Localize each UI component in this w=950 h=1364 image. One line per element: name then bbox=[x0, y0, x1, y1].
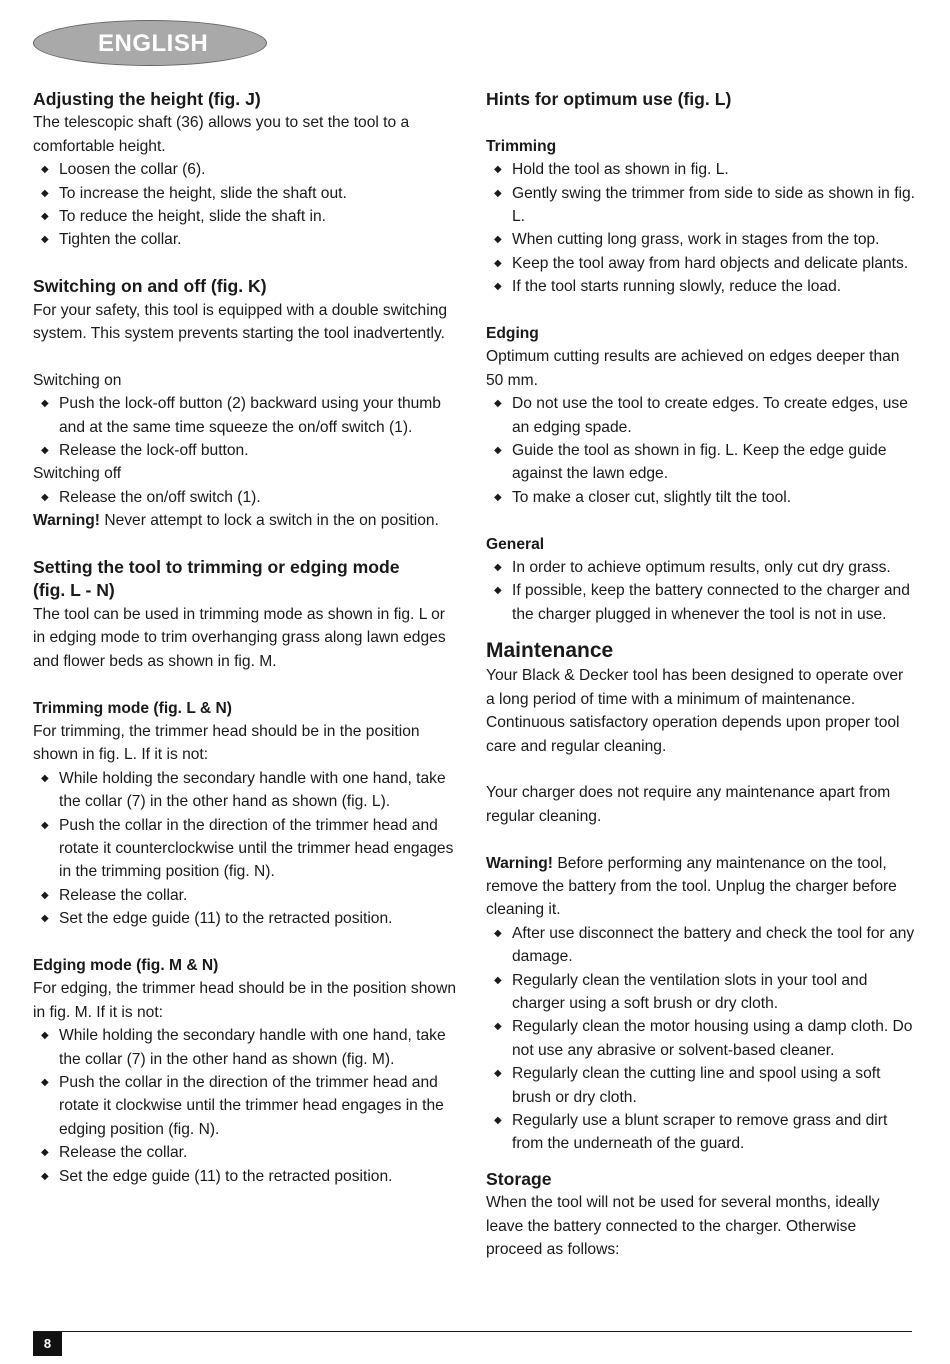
list-item: ◆ Loosen the collar (6). bbox=[33, 158, 461, 181]
list-item: ◆ Regularly use a blunt scraper to remove grass and dirt from the underneath of the guard. bbox=[486, 1109, 916, 1156]
edging-mode-list bbox=[33, 1024, 461, 1188]
list-item: ◆ Push the lock-off button (2) backward using your thumb and at the same time squeeze the on/off switch (1). bbox=[33, 392, 461, 439]
storage-text: When the tool will not be used for several months, ideally leave the battery connected to the charger. Otherwise proceed as follows: bbox=[486, 1194, 880, 1259]
list-item: ◆ To reduce the height, slide the shaft in. bbox=[33, 205, 461, 228]
list-item: ◆ Guide the tool as shown in fig. L. Keep the edge guide against the lawn edge. bbox=[486, 439, 916, 486]
edging-heading: Edging bbox=[486, 325, 539, 343]
general-heading: General bbox=[486, 535, 545, 553]
maintenance-paragraph-2: Your charger does not require any maintenance apart from regular cleaning. bbox=[486, 784, 891, 825]
list-item: ◆ Do not use the tool to create edges. To create edges, use an edging spade. bbox=[486, 392, 916, 439]
list-item: ◆ Regularly clean the cutting line and spool using a soft brush or dry cloth. bbox=[486, 1062, 916, 1109]
adjust-heading: Adjusting the height (fig. J) bbox=[33, 89, 261, 109]
list-item: ◆ While holding the secondary handle with one hand, take the collar (7) in the other hand as shown (fig. M). bbox=[33, 1024, 461, 1071]
edging-intro: Optimum cutting results are achieved on edges deeper than 50 mm. bbox=[486, 348, 900, 389]
trimming-heading: Trimming bbox=[486, 137, 557, 155]
hints-heading: Hints for optimum use (fig. L) bbox=[486, 89, 732, 109]
page-number: 8 bbox=[33, 1332, 62, 1356]
language-badge bbox=[33, 20, 267, 66]
storage-heading: Storage bbox=[486, 1168, 552, 1189]
trimming-mode-intro: For trimming, the trimmer head should be in the position shown in fig. L. If it is not: bbox=[33, 722, 420, 764]
general-list bbox=[486, 556, 916, 626]
list-item: ◆ To increase the height, slide the shaft out. bbox=[33, 182, 461, 205]
list-item: ◆ Release the lock-off button. bbox=[33, 439, 461, 462]
edging-mode-intro: For edging, the trimmer head should be in the position shown in fig. M. If it is not: bbox=[33, 980, 457, 1021]
list-item: ◆ Regularly clean the ventilation slots in your tool and charger using a soft brush or dry cloth. bbox=[486, 969, 916, 1016]
switching-off-list bbox=[33, 486, 461, 509]
switching-on-list bbox=[33, 392, 461, 462]
trimming-mode-list bbox=[33, 767, 461, 931]
list-item: ◆ Regularly clean the motor housing using a damp cloth. Do not use any abrasive or solvent-based cleaner. bbox=[486, 1015, 916, 1062]
switching-warning bbox=[33, 509, 461, 532]
switching-heading: Switching on and off (fig. K) bbox=[33, 276, 267, 297]
list-item: ◆ Tighten the collar. bbox=[33, 228, 461, 251]
list-item: ◆ In order to achieve optimum results, only cut dry grass. bbox=[486, 556, 916, 579]
adjust-intro: The telescopic shaft (36) allows you to set the tool to a comfortable height. bbox=[33, 114, 410, 155]
list-item: ◆ If possible, keep the battery connected to the charger and the charger plugged in whenever the tool is not in use. bbox=[486, 579, 916, 626]
maintenance-paragraph-1: Your Black & Decker tool has been designed to operate over a long period of time with a minimum of maintenance. Continuous satisfactory operation depends upon proper tool care and regular cleaning. bbox=[486, 667, 904, 755]
maintenance-list bbox=[486, 922, 916, 1156]
setting-heading-line1: Setting the tool to trimming or edging mode bbox=[33, 557, 400, 578]
list-item: ◆ While holding the secondary handle with one hand, take the collar (7) in the other hand as shown (fig. L). bbox=[33, 767, 461, 814]
left-column bbox=[33, 88, 461, 1188]
list-item: ◆ If the tool starts running slowly, reduce the load. bbox=[486, 275, 916, 298]
list-item: ◆ To make a closer cut, slightly tilt the tool. bbox=[486, 486, 916, 509]
maintenance-heading: Maintenance bbox=[486, 639, 614, 663]
trimming-mode-heading: Trimming mode (fig. L & N) bbox=[33, 699, 232, 717]
list-item: ◆ Release the on/off switch (1). bbox=[33, 486, 461, 509]
right-column bbox=[486, 88, 916, 1261]
switching-intro: For your safety, this tool is equipped with a double switching system. This system prevents starting the tool inadvertently. bbox=[33, 301, 448, 343]
list-item: ◆ Push the collar in the direction of the trimmer head and rotate it counterclockwise until the trimmer head engages in the trimming position (fig. N). bbox=[33, 814, 461, 884]
warning-label: Warning! bbox=[486, 854, 553, 872]
maintenance-warning bbox=[486, 852, 916, 922]
setting-heading-line2: (fig. L - N) bbox=[33, 580, 115, 601]
list-item: ◆ Set the edge guide (11) to the retracted position. bbox=[33, 1165, 461, 1188]
warning-label: Warning! bbox=[33, 512, 100, 530]
language-label: ENGLISH bbox=[98, 30, 209, 57]
edging-list bbox=[486, 392, 916, 509]
list-item: ◆ Hold the tool as shown in fig. L. bbox=[486, 158, 916, 181]
warning-text: Never attempt to lock a switch in the on position. bbox=[99, 512, 439, 530]
switching-on-label: Switching on bbox=[33, 371, 122, 389]
list-item: ◆ Gently swing the trimmer from side to side as shown in fig. L. bbox=[486, 182, 916, 229]
setting-intro: The tool can be used in trimming mode as shown in fig. L or in edging mode to trim overhanging grass along lawn edges and flower beds as shown in fig. M. bbox=[33, 605, 446, 670]
list-item: ◆ After use disconnect the battery and check the tool for any damage. bbox=[486, 922, 916, 969]
list-item: ◆ When cutting long grass, work in stages from the top. bbox=[486, 228, 916, 251]
adjust-list bbox=[33, 158, 461, 252]
list-item: ◆ Set the edge guide (11) to the retracted position. bbox=[33, 907, 461, 930]
list-item: ◆ Push the collar in the direction of the trimmer head and rotate it clockwise until the trimmer head engages in the edging position (fig. N). bbox=[33, 1071, 461, 1141]
trimming-list bbox=[486, 158, 916, 298]
switching-off-label: Switching off bbox=[33, 465, 122, 483]
list-item: ◆ Release the collar. bbox=[33, 1141, 461, 1164]
edging-mode-heading: Edging mode (fig. M & N) bbox=[33, 956, 219, 974]
footer-divider bbox=[33, 1331, 912, 1332]
list-item: ◆ Release the collar. bbox=[33, 884, 461, 907]
warning-text: Before performing any maintenance on the tool, remove the battery from the tool. Unplug the charger before cleaning it. bbox=[486, 854, 897, 919]
list-item: ◆ Keep the tool away from hard objects and delicate plants. bbox=[486, 252, 916, 275]
